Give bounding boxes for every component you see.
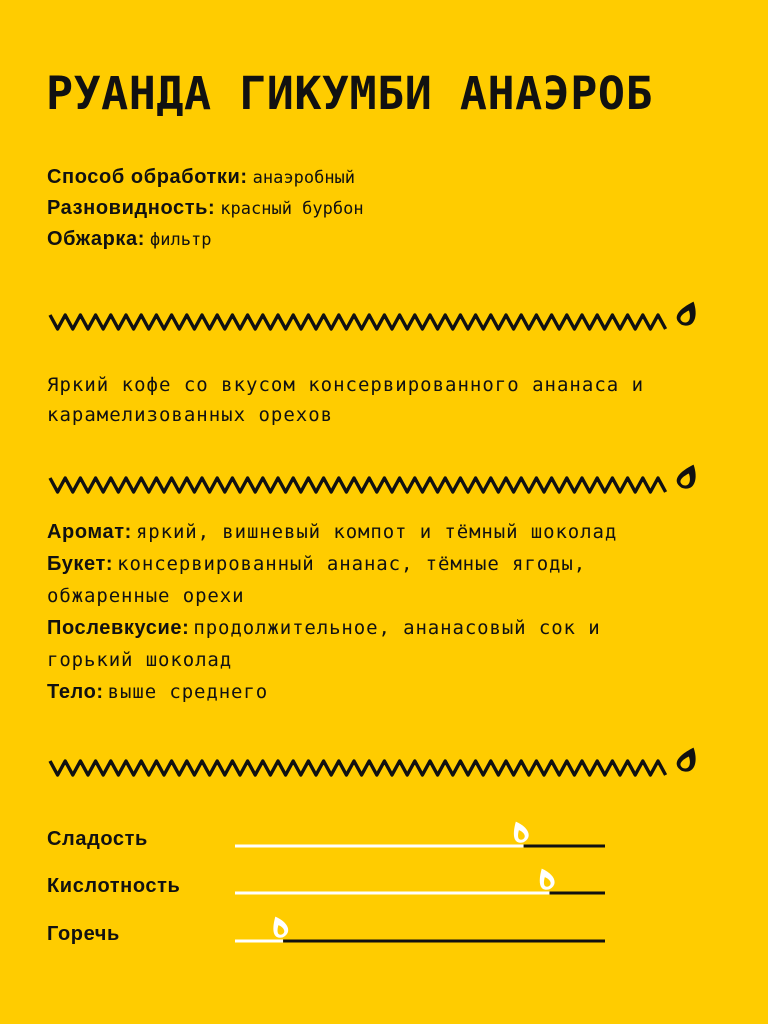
zigzag-divider-icon xyxy=(47,742,703,786)
flame-icon xyxy=(535,866,557,892)
spec-label: Обжарка: xyxy=(47,228,146,250)
specs-block xyxy=(47,162,364,255)
note-row-aftertaste xyxy=(47,613,687,677)
note-label: Послевкусие: xyxy=(47,617,190,639)
note-value: выше среднего xyxy=(107,681,269,703)
spec-row-process xyxy=(47,162,364,193)
note-row-aroma xyxy=(47,517,687,549)
zigzag-divider-icon xyxy=(47,296,703,340)
tasting-notes xyxy=(47,517,687,709)
note-label: Букет: xyxy=(47,553,114,575)
spec-label: Способ обработки: xyxy=(47,166,248,188)
spec-value: красный бурбон xyxy=(220,199,364,219)
note-label: Аромат: xyxy=(47,521,132,543)
bitterness-scale xyxy=(233,913,613,953)
flame-icon xyxy=(509,819,531,845)
acidity-scale xyxy=(233,865,613,905)
coffee-description: Яркий кофе со вкусом консервированного ананаса и карамелизованных орехов xyxy=(47,374,645,426)
spec-row-variety xyxy=(47,193,364,224)
sweetness-scale xyxy=(233,818,613,858)
meter-label-acidity: Кислотность xyxy=(47,875,181,897)
flame-icon xyxy=(269,914,291,940)
meter-label-sweetness: Сладость xyxy=(47,828,148,850)
zigzag-line xyxy=(50,315,666,329)
spec-label: Разновидность: xyxy=(47,197,216,219)
taste-scales xyxy=(47,818,627,958)
note-value: консервированный ананас, тёмные ягоды, обжаренные орехи xyxy=(47,553,587,607)
page-title: РУАНДА ГИКУМБИ АНАЭРОБ xyxy=(46,67,654,120)
note-label: Тело: xyxy=(47,681,104,703)
flame-icon xyxy=(674,298,702,329)
note-row-bouquet xyxy=(47,549,687,613)
zigzag-line xyxy=(50,761,666,775)
note-value: продолжительное, ананасовый сок и горький шоколад xyxy=(47,617,601,671)
meter-label-bitterness: Горечь xyxy=(47,923,120,945)
flame-icon xyxy=(674,744,702,775)
spec-value: анаэробный xyxy=(252,168,356,188)
spec-value: фильтр xyxy=(150,230,212,250)
spec-row-roast xyxy=(47,224,364,255)
flame-icon xyxy=(674,461,702,492)
note-row-body xyxy=(47,677,687,709)
note-value: яркий, вишневый компот и тёмный шоколад xyxy=(135,521,618,543)
zigzag-divider-icon xyxy=(47,459,703,503)
zigzag-line xyxy=(50,478,666,492)
